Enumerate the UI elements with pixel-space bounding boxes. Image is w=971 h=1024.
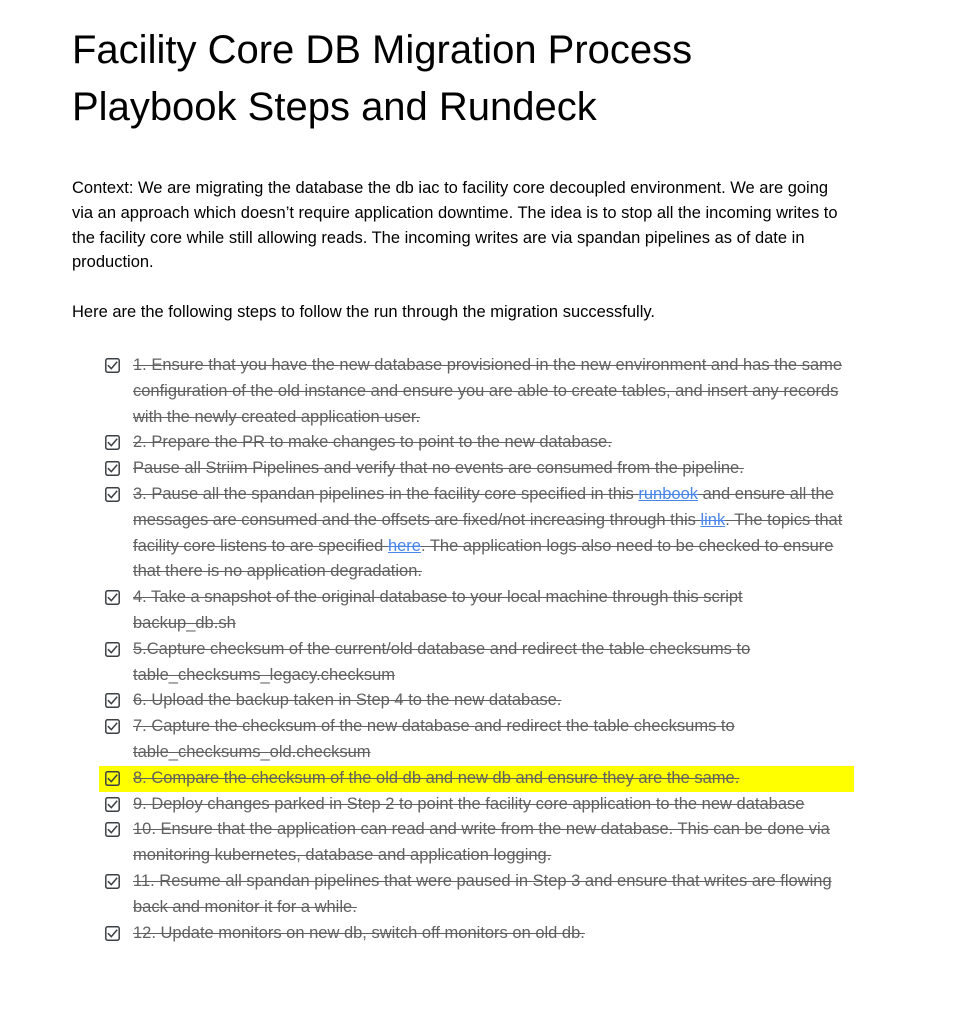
- checkmark-icon: [105, 435, 120, 450]
- step-text-run: 6. Upload the backup taken in Step 4 to the new database.: [133, 691, 562, 710]
- checklist-item: [99, 456, 854, 482]
- checked-checkbox[interactable]: [105, 771, 120, 786]
- checklist-item: [99, 869, 854, 921]
- checkmark-icon: [105, 358, 120, 373]
- checkmark-icon: [105, 642, 120, 657]
- step-text-run: 11. Resume all spandan pipelines that were paused in Step 3 and ensure that writes are flowing back and monitor it for a while.: [133, 871, 832, 916]
- checkmark-icon: [105, 797, 120, 812]
- checkmark-icon: [105, 874, 120, 889]
- step-text: [133, 353, 848, 430]
- checkmark-icon: [105, 461, 120, 476]
- checked-checkbox[interactable]: [105, 358, 120, 373]
- checked-checkbox[interactable]: [105, 590, 120, 605]
- step-text-run: 1. Ensure that you have the new database provisioned in the new environment and has the same configuration of the old instance and ensure you are able to create tables, and insert any records with the newly created application user.: [133, 355, 843, 426]
- step-link-link[interactable]: link: [700, 510, 726, 529]
- checkmark-icon: [105, 487, 120, 502]
- step-text: [133, 430, 848, 456]
- step-text: [133, 456, 848, 482]
- checklist-item: [99, 482, 854, 585]
- step-text-run: 9. Deploy changes parked in Step 2 to point the facility core application to the new database: [133, 794, 805, 813]
- step-text: [133, 766, 848, 792]
- checked-checkbox[interactable]: [105, 822, 120, 837]
- checkmark-icon: [105, 590, 120, 605]
- step-text-run: 3. Pause all the spandan pipelines in the facility core specified in this: [133, 484, 639, 503]
- checklist-item: [99, 792, 854, 818]
- checklist-item: [99, 353, 854, 430]
- context-paragraph: Context: We are migrating the database the db iac to facility core decoupled environment. We are going via an approach which doesn’t require application downtime. The idea is to stop all the incoming writes to the facility core while still allowing reads. The incoming writes are via spandan pipelines as of date in production.: [72, 179, 838, 272]
- step-text: [133, 637, 848, 689]
- checked-checkbox[interactable]: [105, 797, 120, 812]
- checklist-item: [99, 430, 854, 456]
- step-link-runbook[interactable]: runbook: [638, 484, 699, 503]
- step-text: [133, 817, 848, 869]
- checklist-item: [99, 688, 854, 714]
- step-link-here[interactable]: here: [387, 536, 421, 555]
- checklist-item: [99, 714, 854, 766]
- checkmark-icon: [105, 771, 120, 786]
- step-text-run: 4. Take a snapshot of the original database to your local machine through this script backup_db.sh: [133, 588, 743, 632]
- step-text: [133, 869, 848, 921]
- step-text: [133, 585, 848, 637]
- checked-checkbox[interactable]: [105, 435, 120, 450]
- step-text-run: and ensure all the messages are consumed and the offsets are fixed/not increasing through this: [133, 484, 834, 529]
- step-text: [133, 792, 848, 818]
- checklist-item: [99, 921, 854, 947]
- step-text-run: 7. Capture the checksum of the new database and redirect the table checksums to table_checksums_old.checksum: [133, 717, 735, 761]
- checked-checkbox[interactable]: [105, 926, 120, 941]
- step-text: [133, 482, 848, 585]
- checkmark-icon: [105, 693, 120, 708]
- step-text-run: Pause all Striim Pipelines and verify that no events are consumed from the pipeline.: [133, 459, 744, 478]
- checkmark-icon: [105, 719, 120, 734]
- checked-checkbox[interactable]: [105, 487, 120, 502]
- checked-checkbox[interactable]: [105, 461, 120, 476]
- checklist: [72, 353, 876, 946]
- checklist-item: [99, 637, 854, 689]
- step-text-run: 2. Prepare the PR to make changes to point to the new database.: [133, 433, 612, 452]
- step-text-run: 12. Update monitors on new db, switch off monitors on old db.: [133, 923, 585, 942]
- step-text-run: 10. Ensure that the application can read and write from the new database. This can be done via monitoring kubernetes, database and application logging.: [133, 820, 830, 865]
- step-text-run: . The application logs also need to be checked to ensure that there is no application degradation.: [133, 536, 834, 581]
- document-title: Facility Core DB Migration Process Playbook Steps and Rundeck: [72, 28, 693, 129]
- step-text: [133, 921, 848, 947]
- step-text: [133, 688, 848, 714]
- checkmark-icon: [105, 926, 120, 941]
- checklist-item: [99, 766, 854, 792]
- checked-checkbox[interactable]: [105, 719, 120, 734]
- checked-checkbox[interactable]: [105, 874, 120, 889]
- step-text-run: . The topics that facility core listens to are specified: [133, 510, 843, 555]
- step-text-run: 5.Capture checksum of the current/old database and redirect the table checksums to table_checksums_legacy.checksum: [133, 639, 751, 684]
- checklist-item: [99, 585, 854, 637]
- checkmark-icon: [105, 822, 120, 837]
- intro-line: Here are the following steps to follow the run through the migration successfully.: [72, 303, 655, 322]
- checked-checkbox[interactable]: [105, 693, 120, 708]
- step-text-run: 8. Compare the checksum of the old db and new db and ensure they are the same.: [133, 768, 740, 787]
- step-text: [133, 714, 848, 766]
- checklist-item: [99, 817, 854, 869]
- checked-checkbox[interactable]: [105, 642, 120, 657]
